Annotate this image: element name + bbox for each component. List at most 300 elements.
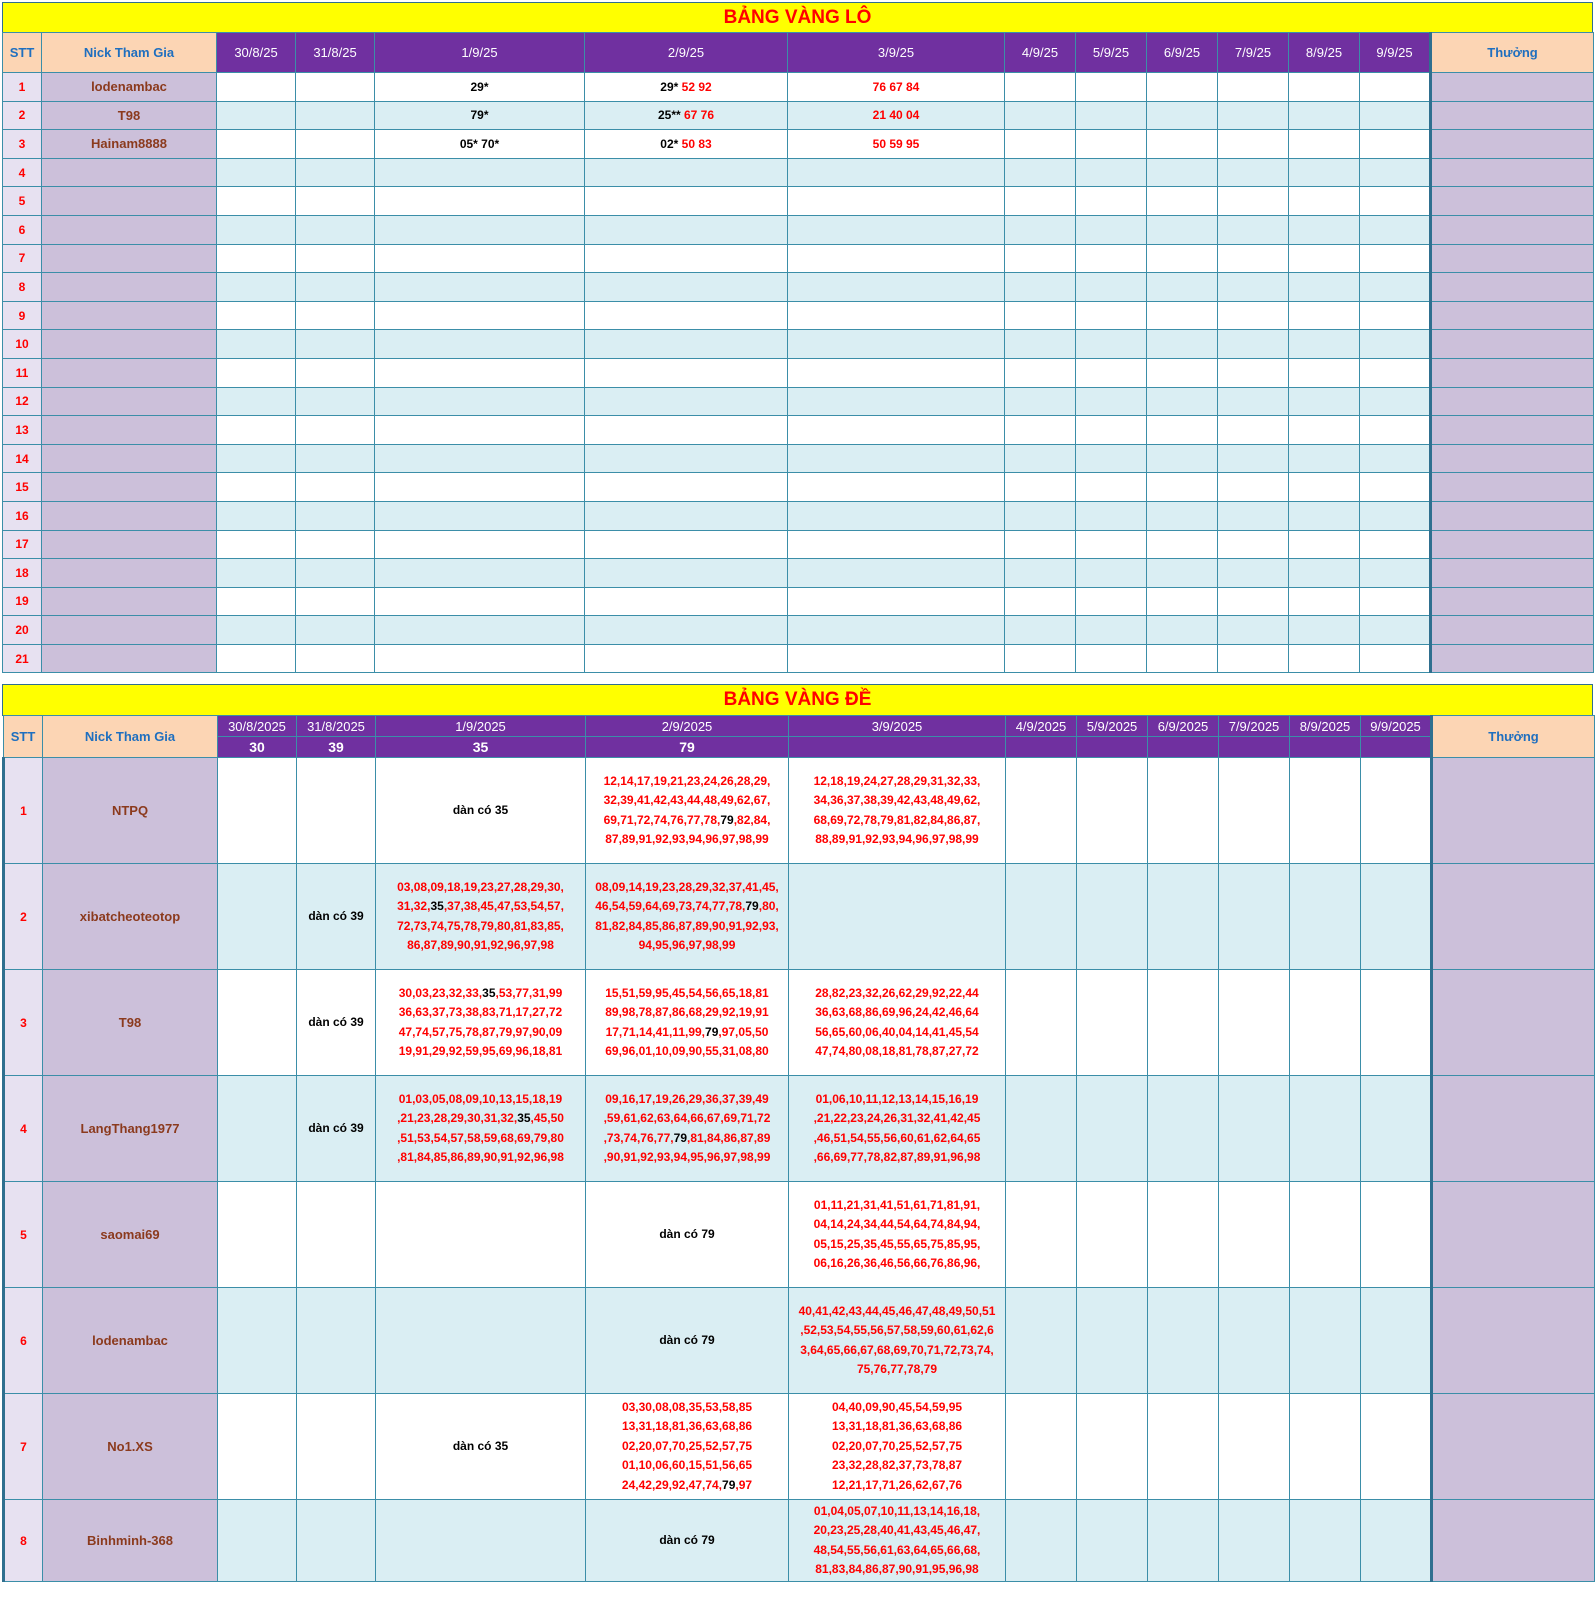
row-cell [217,530,296,559]
row-cell [1006,1076,1077,1182]
row-cell [218,1182,297,1288]
row-cell [375,587,585,616]
row-cell [1289,616,1360,645]
cell-number-text: 01,11,21,31,41,51,61,71,81,91, [813,1197,981,1212]
row-cell [1290,1076,1361,1182]
row-cell [218,970,297,1076]
row-cell [1360,358,1431,387]
row-cell [1005,273,1076,302]
row-cell [1360,530,1431,559]
cell-number-text: 35 [430,899,444,913]
row-cell [217,416,296,445]
table-row [4,1394,1595,1500]
cell-number-text: 88,89,91,92,93,94,96,97,98,99 [815,832,979,846]
header-date: 1/9/2025 [376,716,586,737]
row-cell [1290,864,1361,970]
row-cell [1147,644,1218,673]
row-cell [1218,473,1289,502]
row-stt: 7 [4,1394,43,1500]
header-date: 7/9/25 [1218,33,1289,73]
table-row [3,301,1594,330]
row-cell [217,387,296,416]
row-bonus [1431,473,1594,502]
row-cell [218,1500,297,1582]
row-bonus [1432,1076,1595,1182]
row-stt: 18 [3,559,42,588]
row-cell [789,1182,1006,1288]
row-cell [788,587,1005,616]
row-cell [218,758,297,864]
row-cell [1289,501,1360,530]
row-cell [788,73,1005,102]
row-cell [375,616,585,645]
row-nick [42,644,217,673]
row-cell [1148,1182,1219,1288]
header-date: 8/9/25 [1289,33,1360,73]
cell-number-text: 12,14,17,19,21,23,24,26,28,29, [603,773,771,788]
row-cell [376,1288,586,1394]
cell-number-text: dàn có 39 [308,1014,364,1029]
cell-number-text: ,21,23,28,29,30,31,32, [397,1111,518,1125]
row-cell [1076,444,1147,473]
row-cell [296,73,375,102]
table-row [4,1182,1595,1288]
row-cell [1077,970,1148,1076]
row-stt: 7 [3,244,42,273]
cell-number-text: 29* [660,79,682,94]
row-nick [42,473,217,502]
row-cell [586,1500,789,1582]
table-row [3,73,1594,102]
row-cell [788,358,1005,387]
cell-number-text: 35 [517,1111,531,1125]
row-stt: 20 [3,616,42,645]
row-cell [217,244,296,273]
row-cell [1360,501,1431,530]
row-cell [1005,530,1076,559]
row-cell [1218,158,1289,187]
row-cell [1077,1182,1148,1288]
cell-number-text: dàn có 35 [452,1438,509,1453]
row-cell [1218,273,1289,302]
row-stt: 15 [3,473,42,502]
row-cell [1218,444,1289,473]
row-nick [42,301,217,330]
row-cell [296,416,375,445]
header-nick: Nick Tham Gia [43,716,218,758]
row-cell [1218,387,1289,416]
cell-number-text: 35 [482,985,496,1000]
row-cell [1360,244,1431,273]
row-cell [585,130,788,159]
row-cell [1148,1076,1219,1182]
row-cell [1360,416,1431,445]
row-bonus [1431,273,1594,302]
row-cell [585,530,788,559]
row-nick: saomai69 [43,1182,218,1288]
row-cell [217,158,296,187]
table-row [3,244,1594,273]
row-cell [1289,416,1360,445]
row-cell [296,444,375,473]
row-cell [1360,101,1431,130]
cell-number-text: 12,21,17,71,26,62,67,76 [831,1477,963,1492]
row-cell [1147,616,1218,645]
cell-number-text: 09,16,17,19,26,29,36,37,39,49 [605,1091,769,1106]
row-cell [217,301,296,330]
row-cell [297,970,376,1076]
row-cell [1361,758,1432,864]
row-bonus [1431,215,1594,244]
row-stt: 4 [3,158,42,187]
cell-number-text: 05,15,25,35,45,55,65,75,85,95, [813,1236,981,1251]
row-cell [296,587,375,616]
table-row [3,330,1594,359]
row-cell [297,758,376,864]
row-cell [1147,530,1218,559]
row-cell [1360,273,1431,302]
header-stt: STT [3,33,42,73]
row-cell [585,587,788,616]
cell-number-text: 03,08,09,18,19,23,27,28,29,30, [397,879,564,894]
cell-number-text: 21 40 04 [872,108,920,123]
row-stt: 10 [3,330,42,359]
row-cell [788,444,1005,473]
row-cell [217,273,296,302]
row-stt: 4 [4,1076,43,1182]
row-nick [42,273,217,302]
row-cell [1290,970,1361,1076]
cell-number-text: dàn có 79 [659,1226,715,1241]
row-cell [376,758,586,864]
row-cell [1006,1182,1077,1288]
table-row [3,587,1594,616]
cell-number-text: ,66,69,77,78,82,87,89,91,96,98 [813,1150,981,1164]
row-bonus [1431,301,1594,330]
row-bonus [1431,130,1594,159]
cell-number-text: ,53,77,31,99 [495,985,563,1000]
cell-number-text: 69,71,72,74,76,77,78, [603,812,721,827]
row-cell [376,864,586,970]
cell-number-text: 36,63,68,86,69,96,24,42,46,64 [815,1005,979,1019]
cell-number-text: 01,06,10,11,12,13,14,15,16,19 [815,1091,979,1106]
cell-number-text: 01,03,05,08,09,10,13,15,18,19 [398,1091,563,1106]
row-cell [1076,301,1147,330]
row-cell [1218,215,1289,244]
row-cell [586,758,789,864]
row-cell [1147,330,1218,359]
cell-number-text: 13,31,18,81,36,63,68,86 [831,1419,963,1434]
row-stt: 5 [4,1182,43,1288]
row-cell [585,559,788,588]
row-cell [218,1076,297,1182]
row-cell [1289,358,1360,387]
row-cell [375,301,585,330]
row-bonus [1431,158,1594,187]
row-cell [296,101,375,130]
cell-number-text: 47,74,80,08,18,81,78,87,27,72 [815,1044,979,1058]
cell-number-text: 40,41,42,43,44,45,46,47,48,49,50,51 [798,1303,996,1318]
row-cell [296,387,375,416]
row-stt: 14 [3,444,42,473]
row-nick: Binhminh-368 [43,1500,218,1582]
row-cell [1289,644,1360,673]
row-cell [1076,158,1147,187]
row-cell [1219,1394,1290,1500]
row-nick: T98 [43,970,218,1076]
row-cell [1076,416,1147,445]
row-cell [1289,130,1360,159]
header-date: 1/9/25 [375,33,585,73]
cell-number-text: 87,89,91,92,93,94,96,97,98,99 [605,832,769,846]
row-cell [1290,1394,1361,1500]
row-cell [788,530,1005,559]
header-date: 9/9/25 [1360,33,1431,73]
row-cell [375,330,585,359]
row-cell [1005,644,1076,673]
row-cell [1005,215,1076,244]
row-cell [1219,1182,1290,1288]
row-bonus [1432,1394,1595,1500]
row-cell [585,301,788,330]
cell-number-text: 68,69,72,78,79,81,82,84,86,87, [813,812,981,827]
cell-number-text: 12,18,19,24,27,28,29,31,32,33, [813,773,981,788]
row-cell [1006,864,1077,970]
row-cell [1218,358,1289,387]
row-nick: NTPQ [43,758,218,864]
row-cell [1290,1288,1361,1394]
header-date: 31/8/25 [296,33,375,73]
cell-number-text: 69,96,01,10,09,90,55,31,08,80 [605,1044,769,1058]
row-cell [1218,244,1289,273]
row-cell [297,1500,376,1582]
row-cell [788,130,1005,159]
header-date: 30/8/2025 [218,716,297,737]
row-cell [1147,358,1218,387]
table-row [3,387,1594,416]
row-cell [1148,970,1219,1076]
row-cell [788,330,1005,359]
header-date: 30/8/25 [217,33,296,73]
cell-number-text: ,45,50 [530,1111,564,1125]
row-cell [1219,1500,1290,1582]
cell-number-text: 04,14,24,34,44,54,64,74,84,94, [813,1217,981,1231]
row-bonus [1431,387,1594,416]
row-cell [1147,244,1218,273]
row-nick [42,616,217,645]
header-date: 3/9/2025 [789,716,1006,737]
row-cell [1360,73,1431,102]
row-cell [585,158,788,187]
row-stt: 5 [3,187,42,216]
row-cell [375,187,585,216]
row-cell [1005,587,1076,616]
cell-number-text: 76 67 84 [872,79,920,94]
row-cell [788,387,1005,416]
row-cell [217,473,296,502]
row-nick [42,416,217,445]
cell-number-text: 56,65,60,06,40,04,14,41,45,54 [815,1024,979,1039]
row-stt: 9 [3,301,42,330]
row-cell [1289,559,1360,588]
row-cell [1076,616,1147,645]
row-cell [789,758,1006,864]
row-cell [217,587,296,616]
row-stt: 21 [3,644,42,673]
row-cell [1005,330,1076,359]
row-cell [585,473,788,502]
cell-number-text: 03,30,08,08,35,53,58,85 [621,1399,753,1414]
cell-number-text: 89,98,78,87,86,68,29,92,19,91 [605,1005,769,1019]
row-cell [375,158,585,187]
header-bonus: Thưởng [1432,716,1595,758]
row-cell [1361,1500,1432,1582]
row-cell [297,1394,376,1500]
row-cell [1218,101,1289,130]
row-cell [1076,101,1147,130]
row-nick [42,501,217,530]
cell-number-text: 02,20,07,70,25,52,57,75 [831,1438,963,1453]
cell-number-text: 46,54,59,64,69,73,74,77,78, [595,899,746,913]
row-cell [376,1500,586,1582]
row-cell [1289,530,1360,559]
row-cell [376,970,586,1076]
cell-number-text: 25** [657,108,684,123]
row-nick [42,330,217,359]
row-bonus [1431,559,1594,588]
row-cell [789,864,1006,970]
row-cell [1218,73,1289,102]
row-cell [1147,559,1218,588]
cell-number-text: ,81,84,86,87,89 [687,1130,771,1145]
row-cell [376,1394,586,1500]
row-cell [788,101,1005,130]
row-cell [1360,130,1431,159]
row-cell [1147,416,1218,445]
row-cell [789,1076,1006,1182]
row-cell [1289,215,1360,244]
cell-number-text: 75,76,77,78,79 [856,1362,938,1376]
row-cell [1148,1394,1219,1500]
row-stt: 11 [3,358,42,387]
table-row [3,644,1594,673]
cell-number-text: 94,95,96,97,98,99 [638,938,736,952]
header-result: 79 [586,737,789,758]
row-cell [297,1182,376,1288]
row-stt: 1 [4,758,43,864]
row-cell [1005,473,1076,502]
row-cell [297,864,376,970]
row-cell [1289,101,1360,130]
row-cell [1006,970,1077,1076]
cell-number-text: 04,40,09,90,45,54,59,95 [831,1399,963,1414]
row-cell [1005,416,1076,445]
row-cell [1076,587,1147,616]
cell-number-text: 31,32, [397,899,431,913]
row-cell [1289,73,1360,102]
cell-number-text: dàn có 39 [308,908,364,923]
row-cell [1147,444,1218,473]
row-cell [1361,1182,1432,1288]
row-cell [586,1182,789,1288]
row-cell [585,444,788,473]
cell-number-text: 86,87,89,90,91,92,96,97,98 [407,938,554,952]
row-bonus [1431,101,1594,130]
de-table [2,715,1595,1582]
row-cell [296,473,375,502]
row-stt: 2 [3,101,42,130]
row-stt: 8 [3,273,42,302]
row-cell [585,387,788,416]
row-cell [788,215,1005,244]
cell-number-text: 01,10,06,60,15,51,56,65 [621,1458,753,1473]
cell-number-text: 3,64,65,66,67,68,69,70,71,72,73,74, [800,1342,994,1357]
row-cell [1360,387,1431,416]
row-cell [1005,301,1076,330]
header-date: 7/9/2025 [1219,716,1290,737]
row-bonus [1431,416,1594,445]
row-cell [375,416,585,445]
row-cell [1005,358,1076,387]
row-cell [1005,444,1076,473]
row-cell [375,530,585,559]
cell-number-text: 29* [470,79,489,94]
row-cell [788,616,1005,645]
cell-number-text: ,97 [735,1477,753,1492]
row-bonus [1431,644,1594,673]
row-cell [586,1288,789,1394]
cell-number-text: ,21,22,23,24,26,31,32,41,42,45 [813,1111,981,1125]
row-cell [586,1076,789,1182]
row-cell [585,501,788,530]
row-nick [42,387,217,416]
row-cell [1360,301,1431,330]
row-cell [585,644,788,673]
de-title: BẢNG VÀNG ĐỀ [2,684,1593,716]
row-cell [1076,273,1147,302]
row-nick [42,444,217,473]
cell-number-text: 79 [745,899,759,913]
row-bonus [1431,330,1594,359]
row-nick [42,215,217,244]
row-cell [1005,158,1076,187]
row-cell [217,330,296,359]
row-stt: 6 [3,215,42,244]
header-date: 9/9/2025 [1361,716,1432,737]
row-cell [1219,1076,1290,1182]
row-cell [1076,387,1147,416]
row-cell [217,644,296,673]
row-cell [1360,473,1431,502]
row-cell [1218,330,1289,359]
cell-number-text: 47,74,57,75,78,87,79,97,90,09 [398,1024,563,1039]
cell-number-text: 79 [720,812,734,827]
header-bonus: Thưởng [1431,33,1594,73]
cell-number-text: 50 59 95 [872,136,920,151]
row-cell [296,301,375,330]
cell-number-text: 19,91,29,92,59,95,69,96,18,81 [398,1044,563,1058]
row-cell [1289,387,1360,416]
header-date: 4/9/2025 [1006,716,1077,737]
row-cell [585,73,788,102]
row-stt: 6 [4,1288,43,1394]
cell-number-text: 08,09,14,19,23,28,29,32,37,41,45, [595,879,779,894]
row-cell [296,187,375,216]
cell-number-text: 81,82,84,85,86,87,89,90,91,92,93, [595,918,779,933]
row-cell [585,101,788,130]
row-cell [296,358,375,387]
header-date: 6/9/2025 [1148,716,1219,737]
